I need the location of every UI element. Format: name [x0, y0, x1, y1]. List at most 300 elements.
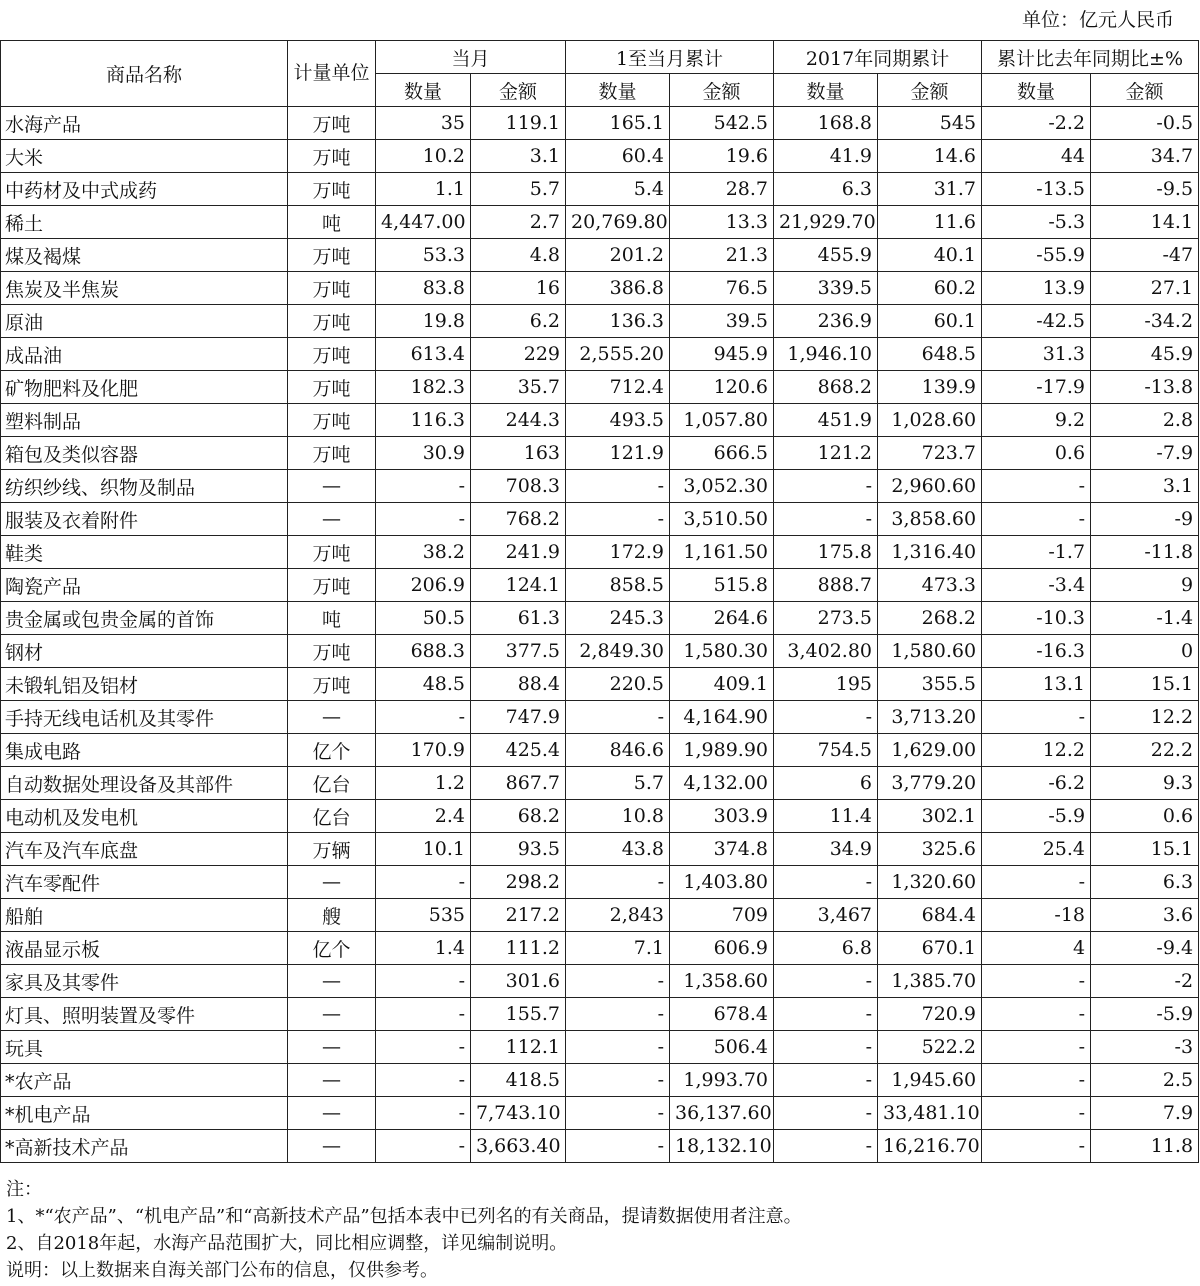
unit-cell: 亿台	[288, 767, 376, 800]
amt-cell: 139.9	[878, 371, 982, 404]
amt-cell: 6.2	[471, 305, 566, 338]
amt-cell: 1,385.70	[878, 965, 982, 998]
amt-cell: 3,052.30	[670, 470, 774, 503]
amt-cell: 7,743.10	[471, 1097, 566, 1130]
qty-cell: 136.3	[566, 305, 670, 338]
product-name-cell: 电动机及发电机	[1, 800, 288, 833]
qty-cell: -1.7	[982, 536, 1091, 569]
amt-cell: 302.1	[878, 800, 982, 833]
qty-cell: -	[774, 965, 878, 998]
table-row	[1, 1064, 1199, 1097]
amt-cell: 229	[471, 338, 566, 371]
table-row	[1, 1031, 1199, 1064]
qty-cell: -	[774, 1064, 878, 1097]
product-name-cell: 纺织纱线、织物及制品	[1, 470, 288, 503]
qty-cell: 888.7	[774, 569, 878, 602]
qty-cell: 535	[376, 899, 471, 932]
qty-cell: -17.9	[982, 371, 1091, 404]
qty-cell: 175.8	[774, 536, 878, 569]
qty-cell: 339.5	[774, 272, 878, 305]
qty-cell: 20,769.80	[566, 206, 670, 239]
amt-cell: 4,132.00	[670, 767, 774, 800]
qty-cell: -	[982, 1031, 1091, 1064]
amt-cell: 45.9	[1091, 338, 1199, 371]
amt-cell: 3.1	[1091, 470, 1199, 503]
product-name-cell: 船舶	[1, 899, 288, 932]
qty-cell: -	[774, 701, 878, 734]
qty-cell: 172.9	[566, 536, 670, 569]
amt-cell: 264.6	[670, 602, 774, 635]
amt-cell: 68.2	[471, 800, 566, 833]
qty-cell: -	[982, 470, 1091, 503]
unit-cell: 万辆	[288, 833, 376, 866]
qty-cell: 121.2	[774, 437, 878, 470]
table-row	[1, 965, 1199, 998]
qty-cell: 245.3	[566, 602, 670, 635]
qty-cell: 5.7	[566, 767, 670, 800]
table-row	[1, 206, 1199, 239]
qty-cell: 11.4	[774, 800, 878, 833]
amt-cell: 14.1	[1091, 206, 1199, 239]
product-name-cell: 大米	[1, 140, 288, 173]
amt-cell: -47	[1091, 239, 1199, 272]
header-group-2017-cumulative: 2017年同期累计	[774, 41, 982, 74]
qty-cell: -	[982, 1097, 1091, 1130]
unit-cell: —	[288, 503, 376, 536]
amt-cell: 6.3	[1091, 866, 1199, 899]
amt-cell: 1,580.60	[878, 635, 982, 668]
qty-cell: 13.9	[982, 272, 1091, 305]
qty-cell: -	[376, 503, 471, 536]
amt-cell: 155.7	[471, 998, 566, 1031]
qty-cell: 25.4	[982, 833, 1091, 866]
qty-cell: 1.2	[376, 767, 471, 800]
product-name-cell: 陶瓷产品	[1, 569, 288, 602]
amt-cell: 21.3	[670, 239, 774, 272]
product-name-cell: 贵金属或包贵金属的首饰	[1, 602, 288, 635]
product-name-cell: 服装及衣着附件	[1, 503, 288, 536]
amt-cell: 13.3	[670, 206, 774, 239]
amt-cell: 4,164.90	[670, 701, 774, 734]
qty-cell: 1,946.10	[774, 338, 878, 371]
qty-cell: 2,849.30	[566, 635, 670, 668]
product-name-cell: 焦炭及半焦炭	[1, 272, 288, 305]
product-name-cell: 钢材	[1, 635, 288, 668]
amt-cell: 120.6	[670, 371, 774, 404]
amt-cell: 241.9	[471, 536, 566, 569]
unit-cell: —	[288, 1064, 376, 1097]
export-goods-table	[0, 40, 1199, 1163]
qty-cell: 35	[376, 107, 471, 140]
amt-cell: -9.5	[1091, 173, 1199, 206]
qty-cell: 41.9	[774, 140, 878, 173]
unit-cell: 亿个	[288, 734, 376, 767]
amt-cell: 9.3	[1091, 767, 1199, 800]
qty-cell: 21,929.70	[774, 206, 878, 239]
qty-cell: -	[566, 965, 670, 998]
qty-cell: 44	[982, 140, 1091, 173]
qty-cell: 451.9	[774, 404, 878, 437]
table-row	[1, 503, 1199, 536]
qty-cell: 4	[982, 932, 1091, 965]
amt-cell: 12.2	[1091, 701, 1199, 734]
amt-cell: 1,161.50	[670, 536, 774, 569]
table-row	[1, 932, 1199, 965]
amt-cell: 28.7	[670, 173, 774, 206]
qty-cell: 43.8	[566, 833, 670, 866]
qty-cell: 34.9	[774, 833, 878, 866]
amt-cell: -7.9	[1091, 437, 1199, 470]
qty-cell: -	[376, 1130, 471, 1163]
amt-cell: 31.7	[878, 173, 982, 206]
amt-cell: 60.1	[878, 305, 982, 338]
qty-cell: 236.9	[774, 305, 878, 338]
qty-cell: 6.8	[774, 932, 878, 965]
note-2: 2、自2018年起，水海产品范围扩大，同比相应调整，详见编制说明。	[6, 1233, 568, 1254]
qty-cell: 4,447.00	[376, 206, 471, 239]
amt-cell: 723.7	[878, 437, 982, 470]
product-name-cell: 汽车零配件	[1, 866, 288, 899]
amt-cell: 0.6	[1091, 800, 1199, 833]
product-name-cell: 未锻轧铝及铝材	[1, 668, 288, 701]
qty-cell: -	[982, 965, 1091, 998]
header-row-groups	[1, 41, 1199, 74]
qty-cell: -16.3	[982, 635, 1091, 668]
qty-cell: 5.4	[566, 173, 670, 206]
product-name-cell: *机电产品	[1, 1097, 288, 1130]
header-amt: 金额	[471, 74, 566, 107]
qty-cell: -	[774, 503, 878, 536]
header-product-name: 商品名称	[1, 41, 288, 107]
amt-cell: 124.1	[471, 569, 566, 602]
qty-cell: -	[566, 1031, 670, 1064]
unit-cell: —	[288, 998, 376, 1031]
qty-cell: -55.9	[982, 239, 1091, 272]
qty-cell: -5.9	[982, 800, 1091, 833]
qty-cell: 386.8	[566, 272, 670, 305]
product-name-cell: 灯具、照明装置及零件	[1, 998, 288, 1031]
product-name-cell: *农产品	[1, 1064, 288, 1097]
amt-cell: 720.9	[878, 998, 982, 1031]
table-row	[1, 833, 1199, 866]
product-name-cell: 鞋类	[1, 536, 288, 569]
qty-cell: -	[376, 965, 471, 998]
qty-cell: 6	[774, 767, 878, 800]
table-row	[1, 107, 1199, 140]
qty-cell: 121.9	[566, 437, 670, 470]
amt-cell: 4.8	[471, 239, 566, 272]
unit-cell: 万吨	[288, 536, 376, 569]
qty-cell: 10.8	[566, 800, 670, 833]
amt-cell: 515.8	[670, 569, 774, 602]
amt-cell: 867.7	[471, 767, 566, 800]
qty-cell: 1.4	[376, 932, 471, 965]
qty-cell: -	[982, 998, 1091, 1031]
qty-cell: 83.8	[376, 272, 471, 305]
qty-cell: -	[566, 701, 670, 734]
unit-cell: 万吨	[288, 569, 376, 602]
product-name-cell: 玩具	[1, 1031, 288, 1064]
amt-cell: 1,993.70	[670, 1064, 774, 1097]
qty-cell: 7.1	[566, 932, 670, 965]
amt-cell: 93.5	[471, 833, 566, 866]
table-row	[1, 239, 1199, 272]
amt-cell: 325.6	[878, 833, 982, 866]
qty-cell: 10.1	[376, 833, 471, 866]
qty-cell: 19.8	[376, 305, 471, 338]
header-group-current-month: 当月	[376, 41, 566, 74]
product-name-cell: 中药材及中式成药	[1, 173, 288, 206]
product-name-cell: 原油	[1, 305, 288, 338]
table-row	[1, 140, 1199, 173]
qty-cell: 493.5	[566, 404, 670, 437]
amt-cell: 3,713.20	[878, 701, 982, 734]
qty-cell: 170.9	[376, 734, 471, 767]
amt-cell: -0.5	[1091, 107, 1199, 140]
amt-cell: 40.1	[878, 239, 982, 272]
qty-cell: -	[376, 701, 471, 734]
amt-cell: -5.9	[1091, 998, 1199, 1031]
unit-cell: 艘	[288, 899, 376, 932]
qty-cell: 688.3	[376, 635, 471, 668]
unit-cell: 亿个	[288, 932, 376, 965]
table-row	[1, 635, 1199, 668]
qty-cell: 60.4	[566, 140, 670, 173]
header-group-cumulative: 1至当月累计	[566, 41, 774, 74]
table-row	[1, 569, 1199, 602]
unit-cell: —	[288, 965, 376, 998]
unit-cell: —	[288, 866, 376, 899]
table-row	[1, 602, 1199, 635]
qty-cell: -	[982, 701, 1091, 734]
amt-cell: 19.6	[670, 140, 774, 173]
amt-cell: -9	[1091, 503, 1199, 536]
qty-cell: 38.2	[376, 536, 471, 569]
amt-cell: 1,028.60	[878, 404, 982, 437]
header-qty: 数量	[566, 74, 670, 107]
qty-cell: -10.3	[982, 602, 1091, 635]
qty-cell: -5.3	[982, 206, 1091, 239]
amt-cell: 418.5	[471, 1064, 566, 1097]
product-name-cell: 煤及褐煤	[1, 239, 288, 272]
qty-cell: 2,843	[566, 899, 670, 932]
amt-cell: 1,629.00	[878, 734, 982, 767]
note-title: 注：	[6, 1179, 42, 1200]
amt-cell: 9	[1091, 569, 1199, 602]
amt-cell: 648.5	[878, 338, 982, 371]
table-row	[1, 899, 1199, 932]
unit-cell: 万吨	[288, 338, 376, 371]
header-amt: 金额	[878, 74, 982, 107]
qty-cell: -	[566, 503, 670, 536]
amt-cell: 11.6	[878, 206, 982, 239]
qty-cell: 712.4	[566, 371, 670, 404]
notes	[6, 1176, 802, 1284]
qty-cell: -6.2	[982, 767, 1091, 800]
amt-cell: 298.2	[471, 866, 566, 899]
amt-cell: -9.4	[1091, 932, 1199, 965]
product-name-cell: 矿物肥料及化肥	[1, 371, 288, 404]
header-unit: 计量单位	[288, 41, 376, 107]
amt-cell: 217.2	[471, 899, 566, 932]
qty-cell: -	[774, 998, 878, 1031]
amt-cell: 2,960.60	[878, 470, 982, 503]
qty-cell: -	[376, 470, 471, 503]
amt-cell: 301.6	[471, 965, 566, 998]
amt-cell: 425.4	[471, 734, 566, 767]
unit-cell: 万吨	[288, 305, 376, 338]
qty-cell: 116.3	[376, 404, 471, 437]
amt-cell: 747.9	[471, 701, 566, 734]
product-name-cell: 家具及其零件	[1, 965, 288, 998]
qty-cell: 613.4	[376, 338, 471, 371]
amt-cell: 14.6	[878, 140, 982, 173]
qty-cell: -	[376, 1097, 471, 1130]
table-row	[1, 1130, 1199, 1163]
amt-cell: 303.9	[670, 800, 774, 833]
header-group-yoy-change: 累计比去年同期比±%	[982, 41, 1199, 74]
product-name-cell: 塑料制品	[1, 404, 288, 437]
unit-cell: 万吨	[288, 404, 376, 437]
table-row	[1, 998, 1199, 1031]
amt-cell: 1,320.60	[878, 866, 982, 899]
amt-cell: 244.3	[471, 404, 566, 437]
amt-cell: 60.2	[878, 272, 982, 305]
amt-cell: 35.7	[471, 371, 566, 404]
amt-cell: 709	[670, 899, 774, 932]
unit-cell: —	[288, 1097, 376, 1130]
unit-cell: 万吨	[288, 635, 376, 668]
amt-cell: 33,481.10	[878, 1097, 982, 1130]
qty-cell: 868.2	[774, 371, 878, 404]
qty-cell: -	[566, 1130, 670, 1163]
amt-cell: 355.5	[878, 668, 982, 701]
qty-cell: -18	[982, 899, 1091, 932]
unit-cell: 吨	[288, 602, 376, 635]
amt-cell: 1,580.30	[670, 635, 774, 668]
amt-cell: 1,989.90	[670, 734, 774, 767]
product-name-cell: 水海产品	[1, 107, 288, 140]
amt-cell: 36,137.60	[670, 1097, 774, 1130]
product-name-cell: 成品油	[1, 338, 288, 371]
qty-cell: -	[774, 1097, 878, 1130]
amt-cell: -3	[1091, 1031, 1199, 1064]
qty-cell: -	[774, 1031, 878, 1064]
qty-cell: 9.2	[982, 404, 1091, 437]
amt-cell: 2.7	[471, 206, 566, 239]
amt-cell: 768.2	[471, 503, 566, 536]
qty-cell: 6.3	[774, 173, 878, 206]
qty-cell: -	[376, 1064, 471, 1097]
product-name-cell: 自动数据处理设备及其部件	[1, 767, 288, 800]
table-row	[1, 272, 1199, 305]
amt-cell: 1,057.80	[670, 404, 774, 437]
amt-cell: 3.6	[1091, 899, 1199, 932]
header-qty: 数量	[376, 74, 471, 107]
amt-cell: 163	[471, 437, 566, 470]
qty-cell: -	[376, 998, 471, 1031]
amt-cell: 377.5	[471, 635, 566, 668]
table-row	[1, 536, 1199, 569]
header-amt: 金额	[670, 74, 774, 107]
product-name-cell: 手持无线电话机及其零件	[1, 701, 288, 734]
qty-cell: 13.1	[982, 668, 1091, 701]
unit-cell: —	[288, 470, 376, 503]
qty-cell: -	[566, 470, 670, 503]
qty-cell: 1.1	[376, 173, 471, 206]
qty-cell: 2,555.20	[566, 338, 670, 371]
qty-cell: 3,402.80	[774, 635, 878, 668]
amt-cell: 2.5	[1091, 1064, 1199, 1097]
amt-cell: 3,779.20	[878, 767, 982, 800]
amt-cell: 506.4	[670, 1031, 774, 1064]
qty-cell: -	[982, 1064, 1091, 1097]
amt-cell: 666.5	[670, 437, 774, 470]
amt-cell: 374.8	[670, 833, 774, 866]
table-row	[1, 437, 1199, 470]
qty-cell: -	[774, 1130, 878, 1163]
qty-cell: -	[566, 998, 670, 1031]
header-qty: 数量	[774, 74, 878, 107]
amt-cell: 61.3	[471, 602, 566, 635]
unit-cell: —	[288, 1130, 376, 1163]
qty-cell: 10.2	[376, 140, 471, 173]
qty-cell: 30.9	[376, 437, 471, 470]
table-row	[1, 338, 1199, 371]
unit-cell: 万吨	[288, 272, 376, 305]
qty-cell: 455.9	[774, 239, 878, 272]
qty-cell: 195	[774, 668, 878, 701]
amt-cell: 3,663.40	[471, 1130, 566, 1163]
qty-cell: -	[982, 1130, 1091, 1163]
qty-cell: 858.5	[566, 569, 670, 602]
amt-cell: 684.4	[878, 899, 982, 932]
amt-cell: 473.3	[878, 569, 982, 602]
amt-cell: 1,403.80	[670, 866, 774, 899]
table-row	[1, 767, 1199, 800]
amt-cell: 111.2	[471, 932, 566, 965]
amt-cell: 11.8	[1091, 1130, 1199, 1163]
amt-cell: 5.7	[471, 173, 566, 206]
unit-label: 单位：亿元人民币	[1021, 9, 1174, 31]
amt-cell: -11.8	[1091, 536, 1199, 569]
amt-cell: 1,316.40	[878, 536, 982, 569]
amt-cell: 15.1	[1091, 833, 1199, 866]
product-name-cell: 液晶显示板	[1, 932, 288, 965]
amt-cell: 16	[471, 272, 566, 305]
amt-cell: 2.8	[1091, 404, 1199, 437]
qty-cell: 165.1	[566, 107, 670, 140]
product-name-cell: 稀土	[1, 206, 288, 239]
header-amt: 金额	[1091, 74, 1199, 107]
qty-cell: 0.6	[982, 437, 1091, 470]
qty-cell: -	[982, 503, 1091, 536]
amt-cell: 76.5	[670, 272, 774, 305]
table-row	[1, 305, 1199, 338]
amt-cell: 409.1	[670, 668, 774, 701]
amt-cell: 522.2	[878, 1031, 982, 1064]
amt-cell: 670.1	[878, 932, 982, 965]
unit-cell: 万吨	[288, 371, 376, 404]
qty-cell: 2.4	[376, 800, 471, 833]
amt-cell: 88.4	[471, 668, 566, 701]
amt-cell: 708.3	[471, 470, 566, 503]
unit-cell: —	[288, 701, 376, 734]
unit-cell: —	[288, 1031, 376, 1064]
qty-cell: 168.8	[774, 107, 878, 140]
qty-cell: -	[376, 1031, 471, 1064]
qty-cell: -	[566, 1097, 670, 1130]
